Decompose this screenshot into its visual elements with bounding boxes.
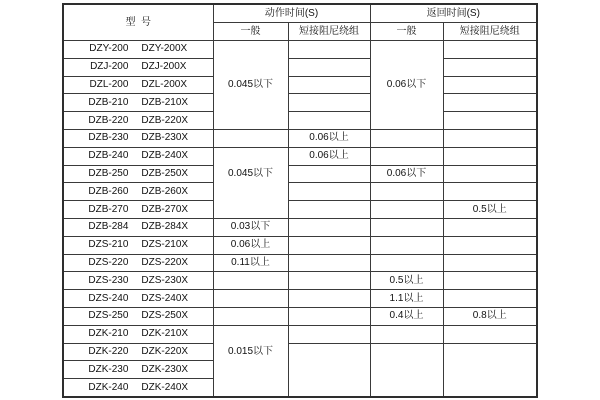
model-b: DZS-240X (141, 292, 189, 304)
return-damping-cell (443, 94, 537, 112)
spec-table (62, 3, 538, 398)
model-a: DZB-240 (88, 150, 129, 162)
model-b: DZK-210X (141, 328, 189, 340)
model-cell (63, 307, 213, 325)
return-damping-cell (443, 58, 537, 76)
action-damping-cell (288, 254, 370, 272)
return-damping-cell (443, 290, 537, 308)
model-b: DZB-270X (141, 203, 189, 215)
model-cell (63, 290, 213, 308)
action-damping-cell (288, 218, 370, 236)
model-a: DZK-240 (88, 381, 129, 393)
model-a: DZB-260 (88, 185, 129, 197)
action-general-cell (213, 290, 288, 308)
table-row (63, 325, 537, 343)
model-a: DZS-250 (88, 310, 129, 322)
action-damping-cell: 0.06以上 (288, 147, 370, 165)
return-general-cell (370, 129, 443, 147)
table-row (63, 165, 537, 183)
model-b: DZK-220X (141, 345, 189, 357)
return-general-cell (370, 325, 443, 343)
table-row (63, 201, 537, 219)
model-a: DZS-220 (88, 256, 129, 268)
action-damping-cell (288, 307, 370, 325)
action-general-cell: 0.045以下 (213, 147, 288, 218)
model-a: DZB-220 (88, 114, 129, 126)
model-a: DZS-240 (88, 292, 129, 304)
return-damping-cell (443, 236, 537, 254)
model-b: DZB-240X (141, 150, 189, 162)
return-general-cell (370, 147, 443, 165)
return-damping-cell: 0.5以上 (443, 201, 537, 219)
model-b: DZB-210X (141, 96, 189, 108)
model-b: DZS-220X (141, 256, 189, 268)
action-general-cell: 0.03以下 (213, 218, 288, 236)
model-a: DZB-284 (88, 221, 129, 233)
action-damping-cell (288, 76, 370, 94)
table-row (63, 218, 537, 236)
return-damping-cell: 0.8以上 (443, 307, 537, 325)
action-damping-cell (288, 236, 370, 254)
header-action-damping: 短接阻尼绕组 (288, 23, 370, 41)
return-damping-cell (443, 112, 537, 130)
model-b: DZL-200X (141, 78, 187, 90)
model-cell (63, 325, 213, 343)
table-row (63, 112, 537, 130)
return-damping-cell (443, 165, 537, 183)
action-damping-cell (288, 183, 370, 201)
return-damping-cell (443, 272, 537, 290)
model-a: DZK-210 (88, 328, 129, 340)
action-damping-cell (288, 290, 370, 308)
return-general-cell (370, 343, 443, 397)
header-return-time: 返回时间(S) (370, 4, 537, 23)
return-general-cell: 0.4以上 (370, 307, 443, 325)
table-row (63, 254, 537, 272)
model-b: DZB-284X (141, 221, 189, 233)
model-cell (63, 272, 213, 290)
model-cell (63, 58, 213, 76)
return-damping-cell (443, 183, 537, 201)
model-cell (63, 361, 213, 379)
model-cell (63, 147, 213, 165)
header-row-groups (63, 4, 537, 23)
table-row (63, 41, 537, 59)
model-a: DZS-230 (88, 274, 129, 286)
return-general-cell (370, 218, 443, 236)
model-a: DZY-200 (89, 43, 129, 55)
header-return-general: 一般 (370, 23, 443, 41)
model-a: DZJ-200 (90, 61, 129, 73)
model-cell (63, 236, 213, 254)
table-row (63, 76, 537, 94)
model-b: DZB-260X (141, 185, 189, 197)
return-general-cell (370, 183, 443, 201)
model-b: DZS-230X (141, 274, 189, 286)
model-a: DZB-250 (88, 167, 129, 179)
return-damping-cell (443, 129, 537, 147)
model-cell (63, 201, 213, 219)
return-general-cell (370, 201, 443, 219)
model-b: DZK-230X (141, 363, 189, 375)
model-a: DZS-210 (88, 239, 129, 251)
table-row (63, 183, 537, 201)
return-general-cell (370, 236, 443, 254)
model-a: DZB-270 (88, 203, 129, 215)
model-a: DZB-210 (88, 96, 129, 108)
header-return-damping: 短接阻尼绕组 (443, 23, 537, 41)
table-row (63, 272, 537, 290)
return-general-cell (370, 254, 443, 272)
table-row (63, 236, 537, 254)
return-general-cell: 1.1以上 (370, 290, 443, 308)
model-cell (63, 41, 213, 59)
action-damping-cell (288, 165, 370, 183)
header-action-general: 一般 (213, 23, 288, 41)
return-damping-cell (443, 41, 537, 59)
model-cell (63, 94, 213, 112)
table-row (63, 129, 537, 147)
action-damping-cell: 0.06以上 (288, 129, 370, 147)
action-damping-cell (288, 94, 370, 112)
action-damping-cell (288, 325, 370, 343)
table-row (63, 343, 537, 361)
model-cell (63, 343, 213, 361)
model-cell (63, 165, 213, 183)
model-cell (63, 379, 213, 397)
return-damping-cell (443, 343, 537, 397)
table-row (63, 58, 537, 76)
table-row (63, 94, 537, 112)
return-general-cell: 0.06以下 (370, 165, 443, 183)
model-b: DZK-240X (141, 381, 189, 393)
table-row (63, 147, 537, 165)
model-cell (63, 76, 213, 94)
return-general-cell: 0.5以上 (370, 272, 443, 290)
model-a: DZL-200 (89, 78, 129, 90)
model-cell (63, 129, 213, 147)
action-general-cell: 0.045以下 (213, 41, 288, 130)
return-damping-cell (443, 76, 537, 94)
model-b: DZJ-200X (141, 61, 187, 73)
return-damping-cell (443, 325, 537, 343)
model-b: DZS-210X (141, 239, 189, 251)
action-general-cell (213, 307, 288, 325)
action-damping-cell (288, 58, 370, 76)
action-general-cell (213, 129, 288, 147)
header-model: 型 号 (63, 4, 213, 41)
header-action-time: 动作时间(S) (213, 4, 370, 23)
model-cell (63, 183, 213, 201)
action-damping-cell (288, 112, 370, 130)
model-a: DZK-230 (88, 363, 129, 375)
action-general-cell (213, 272, 288, 290)
model-b: DZB-250X (141, 167, 189, 179)
return-damping-cell (443, 254, 537, 272)
action-damping-cell (288, 343, 370, 397)
action-general-cell: 0.015以下 (213, 325, 288, 397)
model-cell (63, 218, 213, 236)
return-damping-cell (443, 218, 537, 236)
model-b: DZS-250X (141, 310, 189, 322)
action-damping-cell (288, 41, 370, 59)
model-b: DZB-230X (141, 132, 189, 144)
table-row (63, 307, 537, 325)
model-a: DZK-220 (88, 345, 129, 357)
action-damping-cell (288, 272, 370, 290)
table-row (63, 290, 537, 308)
model-cell (63, 112, 213, 130)
model-cell (63, 254, 213, 272)
return-general-cell: 0.06以下 (370, 41, 443, 130)
model-a: DZB-230 (88, 132, 129, 144)
return-damping-cell (443, 147, 537, 165)
model-b: DZY-200X (141, 43, 188, 55)
action-damping-cell (288, 201, 370, 219)
model-b: DZB-220X (141, 114, 189, 126)
action-general-cell: 0.06以上 (213, 236, 288, 254)
action-general-cell: 0.11以上 (213, 254, 288, 272)
